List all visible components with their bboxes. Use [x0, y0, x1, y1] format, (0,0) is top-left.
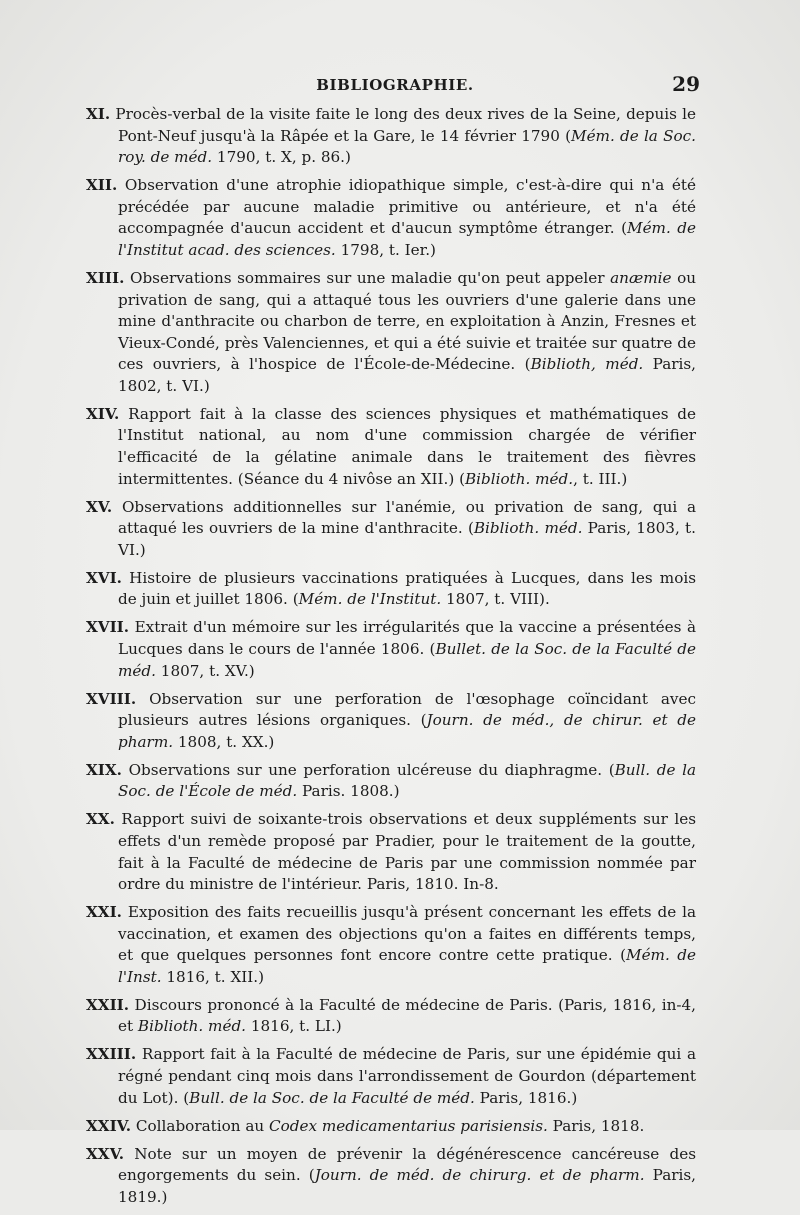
entry-source: Bull. de la Soc. de la Faculté de méd. — [189, 1088, 475, 1107]
entry-number: XIX. — [86, 760, 122, 779]
entry-text-end: 1808, t. XX.) — [173, 732, 275, 751]
entry-source: Mém. de la Soc. roy. de méd. — [118, 126, 696, 167]
entry-text: Rapport fait à la classe des sciences physiques et mathématiques de l'Institut national, au nom d'une commission chargée de vérifier l'efficacité de la gélatine animale dans le traitement des fièvres intermittentes. (Séance du 4 nivôse an XII.) ( — [118, 404, 697, 488]
entry-text: Observation sur une perforation de l'œsophage coïncidant avec plusieurs autres lésions organiques. ( — [118, 689, 696, 730]
entry-text-end: Paris. 1808.) — [297, 782, 400, 801]
entry-text-end: 1790, t. X, p. 86.) — [212, 148, 351, 167]
entry-number: XV. — [86, 497, 113, 516]
entry-number: XVIII. — [86, 689, 137, 708]
entry-number: XXII. — [86, 995, 130, 1014]
entry-text-end: Paris, 1819.) — [118, 1166, 696, 1206]
entry-number: XIV. — [86, 404, 120, 423]
entry-text: Discours prononcé à la Faculté de médecine de Paris. (Paris, 1816, in-4, et — [118, 995, 697, 1036]
entry-source: Journ. de méd., de chirur. et de pharm. — [118, 711, 696, 751]
entry-source: Mém. de l'Institut. — [298, 590, 442, 609]
bibliography-entry-xx — [86, 809, 696, 895]
bibliography-entry-xxiv — [86, 1116, 696, 1138]
entry-source: Journ. de méd. de chirurg. et de pharm. — [314, 1166, 645, 1185]
entry-source: Biblioth, méd. — [530, 355, 644, 374]
bibliography-entry-xxiii — [86, 1044, 696, 1109]
entry-number: XVI. — [86, 568, 122, 587]
bibliography-entry-xviii — [86, 689, 696, 754]
entry-text-end: 1816, t. LI.) — [246, 1017, 342, 1036]
entry-text: Rapport fait à la Faculté de médecine de Paris, sur une épidémie qui a régné pendant cinq mois dans l'arrondissement de Gourdon (département du Lot). ( — [118, 1045, 696, 1107]
entry-number: XX. — [86, 810, 115, 829]
bibliography-entry-xvii — [86, 617, 696, 682]
entry-number: XII. — [86, 176, 118, 195]
entry-text: Observations sur une perforation ulcéreuse du diaphragme. ( — [128, 760, 615, 779]
bibliography-entry-xiii — [86, 268, 696, 398]
entry-text-end: Paris, 1816.) — [474, 1088, 578, 1107]
entry-text-middle: ou privation de sang, qui a attaqué tous les ouvriers d'une galerie dans une mine d'anthracite ou charbon de terre, en exploitation à Anzin, Fresnes et Vieux-Condé, près Valenciennes, et qui a été suivie et traitée sur quatre de ces ouvriers, à l'hospice de l'École-de-Médecine. ( — [118, 268, 696, 374]
entry-number: XVII. — [86, 618, 130, 637]
entry-source: Bullet. de la Soc. de la Faculté de méd. — [118, 640, 696, 680]
bibliography-entry-xxi — [86, 902, 696, 988]
bibliography-list — [86, 104, 696, 1215]
entry-source: Bull. de la Soc. de l'École de méd. — [118, 760, 697, 801]
entry-number: XXIV. — [86, 1116, 132, 1135]
bibliography-entry-xxii — [86, 995, 696, 1038]
entry-text: Observations additionnelles sur l'anémie, ou privation de sang, qui a attaqué les ouvriers de la mine d'anthracite. ( — [118, 497, 697, 538]
bibliography-entry-xvi — [86, 568, 696, 611]
bibliography-entry-xxv — [86, 1144, 696, 1209]
entry-text-end: 1807, t. XV.) — [155, 661, 255, 680]
entry-text: Observations sommaires sur une maladie qu'on peut appeler — [130, 268, 611, 287]
entry-number: XXV. — [86, 1144, 124, 1163]
entry-text: Rapport suivi de soixante-trois observations et deux suppléments sur les effets d'un remède proposé par Pradier, pour le traitement de la goutte, fait à la Faculté de médecine de Paris par une commission nommée par ordre du ministre de l'intérieur. Paris, 1810. In-8. — [118, 810, 696, 894]
entry-source: Biblioth. méd. — [473, 519, 583, 538]
bibliography-entry-xi — [86, 104, 696, 169]
running-title: BIBLIOGRAPHIE. — [316, 76, 474, 94]
entry-source: Biblioth. méd. — [465, 469, 574, 488]
entry-text-end: , t. III.) — [573, 469, 628, 488]
entry-source: Mém. de l'Institut acad. des sciences. — [118, 219, 697, 259]
entry-term: anæmie — [610, 268, 672, 287]
entry-text: Procès-verbal de la visite faite le long des deux rives de la Seine, depuis le Pont-Neuf jusqu'à la Râpée et la Gare, le 14 février 1790 ( — [115, 105, 697, 145]
entry-text-end: Paris, 1802, t. VI.) — [118, 355, 696, 395]
entry-number: XI. — [86, 105, 111, 123]
entry-text-end: 1798, t. Ier.) — [335, 240, 436, 259]
entry-number: XXIII. — [86, 1045, 137, 1064]
entry-text-end: 1807, t. VIII). — [441, 590, 550, 609]
page-number: 29 — [672, 72, 700, 96]
entry-source: Codex medicamentarius parisiensis. — [269, 1116, 548, 1135]
page-header — [90, 72, 700, 100]
entry-text-end: Paris, 1803, t. VI.) — [118, 519, 696, 559]
entry-text: Collaboration au — [135, 1116, 270, 1135]
bibliography-entry-xiv — [86, 404, 696, 490]
entry-text: Exposition des faits recueillis jusqu'à présent concernant les effets de la vaccination, et examen des objections qu'on a faites en différents temps, et que quelques personnes font encore contre cette pratique. ( — [118, 903, 697, 965]
entry-text: Observation d'une atrophie idiopathique simple, c'est-à-dire qui n'a été précédée par aucune maladie primitive ou antérieure, et n'a été accompagnée d'aucun accident et d'aucun symptôme étranger. ( — [118, 176, 697, 238]
bibliography-entry-xix — [86, 760, 696, 803]
entry-source: Mém. de l'Inst. — [118, 946, 696, 986]
entry-number: XXI. — [86, 903, 122, 922]
entry-text-end: Paris, 1818. — [547, 1116, 645, 1135]
bibliography-entry-xv — [86, 497, 696, 562]
entry-text: Histoire de plusieurs vaccinations pratiquées à Lucques, dans les mois de juin et juillet 1806. ( — [118, 568, 696, 609]
entry-source: Biblioth. méd. — [137, 1017, 246, 1036]
bibliography-entry-xii — [86, 175, 696, 261]
entry-text-end: 1816, t. XII.) — [161, 967, 265, 986]
entry-text: Extrait d'un mémoire sur les irrégularités que la vaccine a présentées à Lucques dans le cours de l'année 1806. ( — [118, 618, 696, 658]
entry-text: Note sur un moyen de prévenir la dégénérescence cancéreuse des engorgements du sein. ( — [118, 1144, 696, 1185]
entry-number: XIII. — [86, 268, 125, 287]
